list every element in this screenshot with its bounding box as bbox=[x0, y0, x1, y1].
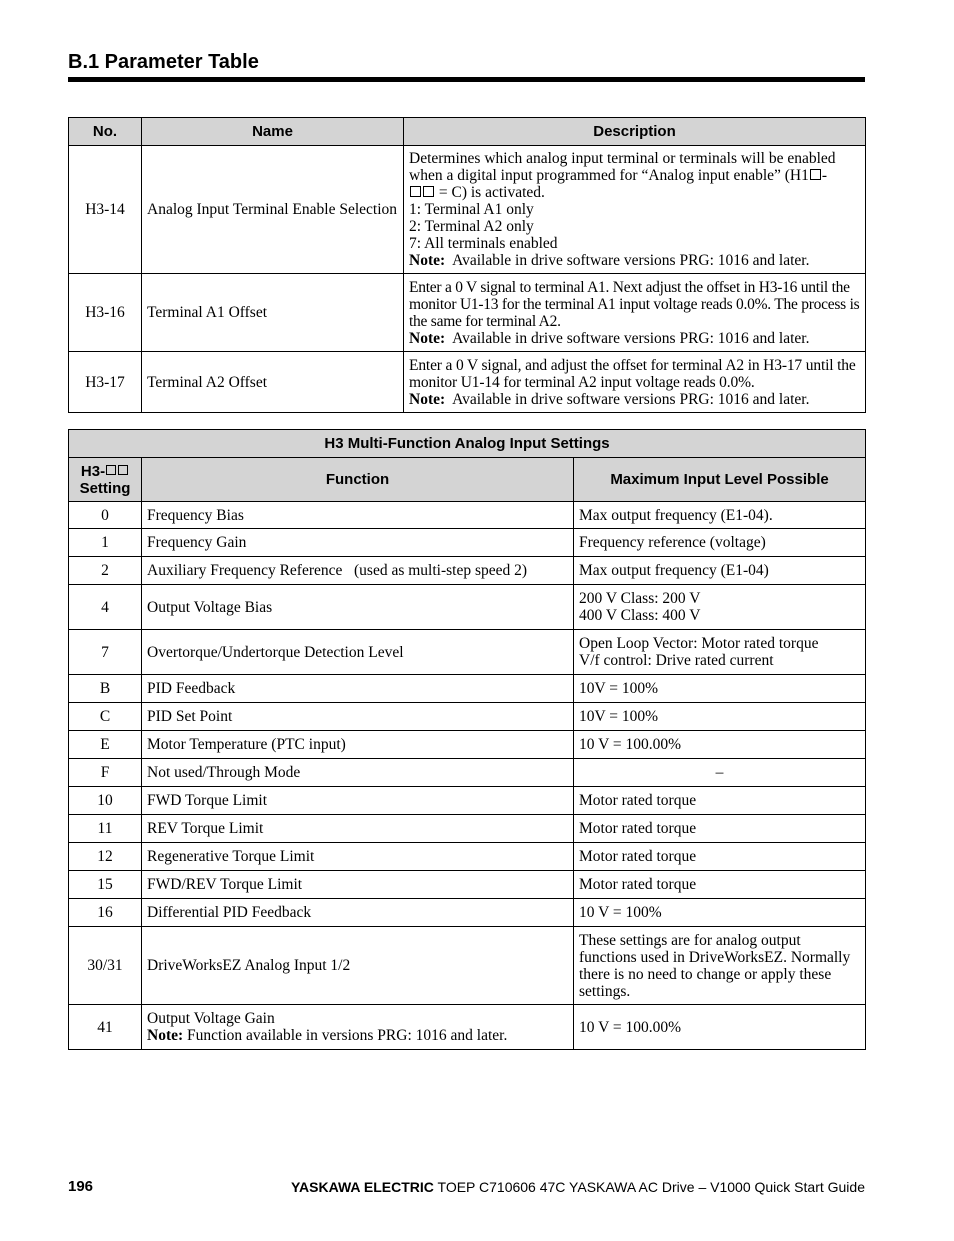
note bbox=[409, 330, 860, 347]
header-max-level: Maximum Input Level Possible bbox=[574, 458, 866, 502]
page-number: 196 bbox=[68, 1178, 94, 1195]
placeholder-box-icon bbox=[106, 465, 116, 475]
table-row bbox=[69, 502, 866, 529]
note bbox=[409, 252, 860, 269]
table-row bbox=[69, 871, 866, 899]
setting-value: 10 bbox=[69, 787, 142, 815]
function-name: Regenerative Torque Limit bbox=[147, 848, 315, 865]
footer-doc bbox=[291, 1179, 865, 1195]
max-level-cell bbox=[574, 529, 866, 557]
max-level-cell bbox=[574, 899, 866, 927]
function-name: PID Set Point bbox=[147, 708, 233, 725]
max-level-value: 10V = 100% bbox=[579, 680, 659, 697]
placeholder-box-icon bbox=[810, 169, 821, 180]
function-cell bbox=[142, 787, 574, 815]
table-row bbox=[69, 815, 866, 843]
function-name: PID Feedback bbox=[147, 680, 236, 697]
max-level-cell bbox=[574, 871, 866, 899]
setting-value: 30/31 bbox=[69, 927, 142, 1005]
header-setting-prefix: H3- bbox=[80, 462, 106, 480]
param-no: H3-16 bbox=[69, 274, 142, 352]
max-level-value: 200 V Class: 200 V bbox=[579, 590, 701, 607]
function-name: Overtorque/Undertorque Detection Level bbox=[147, 643, 404, 661]
function-name: Motor Temperature (PTC input) bbox=[147, 736, 346, 753]
function-cell bbox=[142, 675, 574, 703]
table-row bbox=[69, 146, 866, 274]
setting-value: 4 bbox=[69, 585, 142, 630]
table-row bbox=[69, 630, 866, 675]
note bbox=[409, 391, 860, 408]
max-level-value: Frequency reference (voltage) bbox=[579, 534, 766, 551]
table-row bbox=[69, 787, 866, 815]
function-cell bbox=[142, 557, 574, 585]
max-level-cell bbox=[574, 927, 866, 1005]
description-text: Enter a 0 V signal to terminal A1. Next adjust the offset in H3-16 until the monitor U1-13 for the terminal A1 input voltage reads 0.0%. The process is the same for terminal A2. bbox=[409, 278, 860, 330]
header-no: No. bbox=[69, 118, 142, 146]
function-cell bbox=[142, 502, 574, 529]
setting-value: 1 bbox=[69, 529, 142, 557]
setting-value: 12 bbox=[69, 843, 142, 871]
table-row bbox=[69, 703, 866, 731]
table-row bbox=[69, 899, 866, 927]
function-cell bbox=[142, 871, 574, 899]
table-row bbox=[69, 843, 866, 871]
max-level-value: 10 V = 100.00% bbox=[579, 1018, 682, 1036]
placeholder-box-icon bbox=[118, 465, 128, 475]
header-setting-label: Setting bbox=[79, 479, 131, 497]
function-name: DriveWorksEZ Analog Input 1/2 bbox=[147, 957, 351, 974]
note-label: Note: bbox=[409, 390, 446, 408]
max-level-value: Motor rated torque bbox=[579, 820, 697, 837]
max-level-cell bbox=[574, 675, 866, 703]
section-title: B.1 Parameter Table bbox=[68, 51, 259, 73]
function-name: FWD Torque Limit bbox=[147, 792, 268, 809]
function-cell bbox=[142, 731, 574, 759]
param-description bbox=[404, 274, 866, 352]
max-level-value: Max output frequency (E1-04). bbox=[579, 506, 773, 524]
setting-value: E bbox=[69, 731, 142, 759]
max-level-value: V/f control: Drive rated current bbox=[579, 652, 774, 669]
param-description bbox=[404, 146, 866, 274]
footer-brand: YASKAWA ELECTRIC bbox=[291, 1179, 434, 1195]
setting-value: 2 bbox=[69, 557, 142, 585]
function-cell bbox=[142, 815, 574, 843]
note bbox=[147, 1027, 568, 1044]
setting-value: 41 bbox=[69, 1005, 142, 1050]
note-text: Available in drive software versions PRG: 1016 and later. bbox=[452, 390, 810, 408]
footer-title: TOEP C710606 47C YASKAWA AC Drive – V1000 Quick Start Guide bbox=[437, 1179, 865, 1195]
max-level-cell bbox=[574, 557, 866, 585]
table-row bbox=[69, 557, 866, 585]
param-name: Terminal A2 Offset bbox=[142, 352, 404, 413]
note-text: Available in drive software versions PRG: 1016 and later. bbox=[452, 329, 810, 347]
description-text: Determines which analog input terminal or terminals will be enabled when a digital input programmed for “Analog input enable” (H1 bbox=[409, 150, 836, 184]
header-function: Function bbox=[142, 458, 574, 502]
description-text: = C) is activated. bbox=[435, 184, 545, 201]
max-level-cell bbox=[574, 843, 866, 871]
table-row bbox=[69, 1005, 866, 1050]
function-name: FWD/REV Torque Limit bbox=[147, 876, 303, 893]
table-row bbox=[69, 731, 866, 759]
function-name: Frequency Bias bbox=[147, 506, 244, 524]
max-level-cell bbox=[574, 787, 866, 815]
analog-input-settings-table bbox=[68, 429, 866, 1050]
max-level-cell bbox=[574, 815, 866, 843]
header-description: Description bbox=[404, 118, 866, 146]
setting-value: C bbox=[69, 703, 142, 731]
function-cell bbox=[142, 585, 574, 630]
max-level-value: Open Loop Vector: Motor rated torque bbox=[579, 635, 819, 652]
max-level-cell bbox=[574, 759, 866, 787]
max-level-value: 10 V = 100% bbox=[579, 904, 662, 921]
table-row bbox=[69, 585, 866, 630]
max-level-value: – bbox=[715, 764, 724, 781]
max-level-cell bbox=[574, 585, 866, 630]
max-level-value: These settings are for analog output functions used in DriveWorksEZ. Normally there is no need to change or apply these settings. bbox=[579, 931, 851, 1000]
settings-rows bbox=[69, 502, 866, 1050]
param-no: H3-14 bbox=[69, 146, 142, 274]
note-label: Note: bbox=[409, 329, 446, 347]
function-cell bbox=[142, 927, 574, 1005]
table-row bbox=[69, 927, 866, 1005]
param-name: Terminal A1 Offset bbox=[142, 274, 404, 352]
function-cell bbox=[142, 529, 574, 557]
parameter-table bbox=[68, 117, 866, 413]
setting-value: F bbox=[69, 759, 142, 787]
table-title: H3 Multi-Function Analog Input Settings bbox=[69, 430, 866, 458]
setting-value: 16 bbox=[69, 899, 142, 927]
max-level-cell bbox=[574, 703, 866, 731]
table-row bbox=[69, 274, 866, 352]
function-cell bbox=[142, 899, 574, 927]
setting-value: 15 bbox=[69, 871, 142, 899]
param-description bbox=[404, 352, 866, 413]
table-header-row bbox=[69, 118, 866, 146]
table-row bbox=[69, 529, 866, 557]
max-level-value: 10V = 100% bbox=[579, 708, 659, 725]
max-level-value: Motor rated torque bbox=[579, 848, 697, 865]
max-level-value: Motor rated torque bbox=[579, 792, 697, 809]
function-cell bbox=[142, 1005, 574, 1050]
setting-value: B bbox=[69, 675, 142, 703]
function-name: REV Torque Limit bbox=[147, 820, 264, 837]
table-row bbox=[69, 675, 866, 703]
function-name: Auxiliary Frequency Reference (used as multi-step speed 2) bbox=[147, 562, 528, 579]
table-row bbox=[69, 759, 866, 787]
table-header-row bbox=[69, 458, 866, 502]
header-name: Name bbox=[142, 118, 404, 146]
function-name: Frequency Gain bbox=[147, 534, 247, 551]
placeholder-box-icon bbox=[423, 186, 434, 197]
note-label: Note: bbox=[409, 252, 446, 269]
max-level-cell bbox=[574, 1005, 866, 1050]
setting-value: 11 bbox=[69, 815, 142, 843]
note-label: Note: bbox=[147, 1027, 184, 1044]
setting-value: 0 bbox=[69, 502, 142, 529]
max-level-value: 400 V Class: 400 V bbox=[579, 607, 701, 624]
setting-value: 7 bbox=[69, 630, 142, 675]
description-text: Enter a 0 V signal, and adjust the offset for terminal A2 in H3-17 until the monitor U1-14 for terminal A2 input voltage reads 0.0%. bbox=[409, 356, 856, 391]
function-name: Output Voltage Gain bbox=[147, 1010, 275, 1027]
function-name: Output Voltage Bias bbox=[147, 598, 273, 616]
option-item: 1: Terminal A1 only bbox=[409, 201, 534, 218]
function-name: Differential PID Feedback bbox=[147, 904, 312, 921]
table-row bbox=[69, 352, 866, 413]
function-cell bbox=[142, 703, 574, 731]
max-level-cell bbox=[574, 502, 866, 529]
note-text: Available in drive software versions PRG: 1016 and later. bbox=[452, 252, 810, 269]
option-item: 7: All terminals enabled bbox=[409, 235, 558, 252]
max-level-value: Motor rated torque bbox=[579, 876, 697, 893]
table-title-row bbox=[69, 430, 866, 458]
placeholder-box-icon bbox=[410, 186, 421, 197]
max-level-value: 10 V = 100.00% bbox=[579, 736, 682, 753]
header-setting bbox=[69, 458, 142, 502]
description-dash: - bbox=[821, 167, 828, 184]
function-cell bbox=[142, 630, 574, 675]
max-level-value: Max output frequency (E1-04) bbox=[579, 562, 769, 579]
function-name: Not used/Through Mode bbox=[147, 764, 301, 781]
title-rule bbox=[68, 77, 865, 82]
option-item: 2: Terminal A2 only bbox=[409, 218, 534, 235]
param-name: Analog Input Terminal Enable Selection bbox=[142, 146, 404, 274]
function-cell bbox=[142, 843, 574, 871]
note-text: Function available in versions PRG: 1016 and later. bbox=[187, 1027, 508, 1044]
function-cell bbox=[142, 759, 574, 787]
max-level-cell bbox=[574, 731, 866, 759]
max-level-cell bbox=[574, 630, 866, 675]
param-no: H3-17 bbox=[69, 352, 142, 413]
